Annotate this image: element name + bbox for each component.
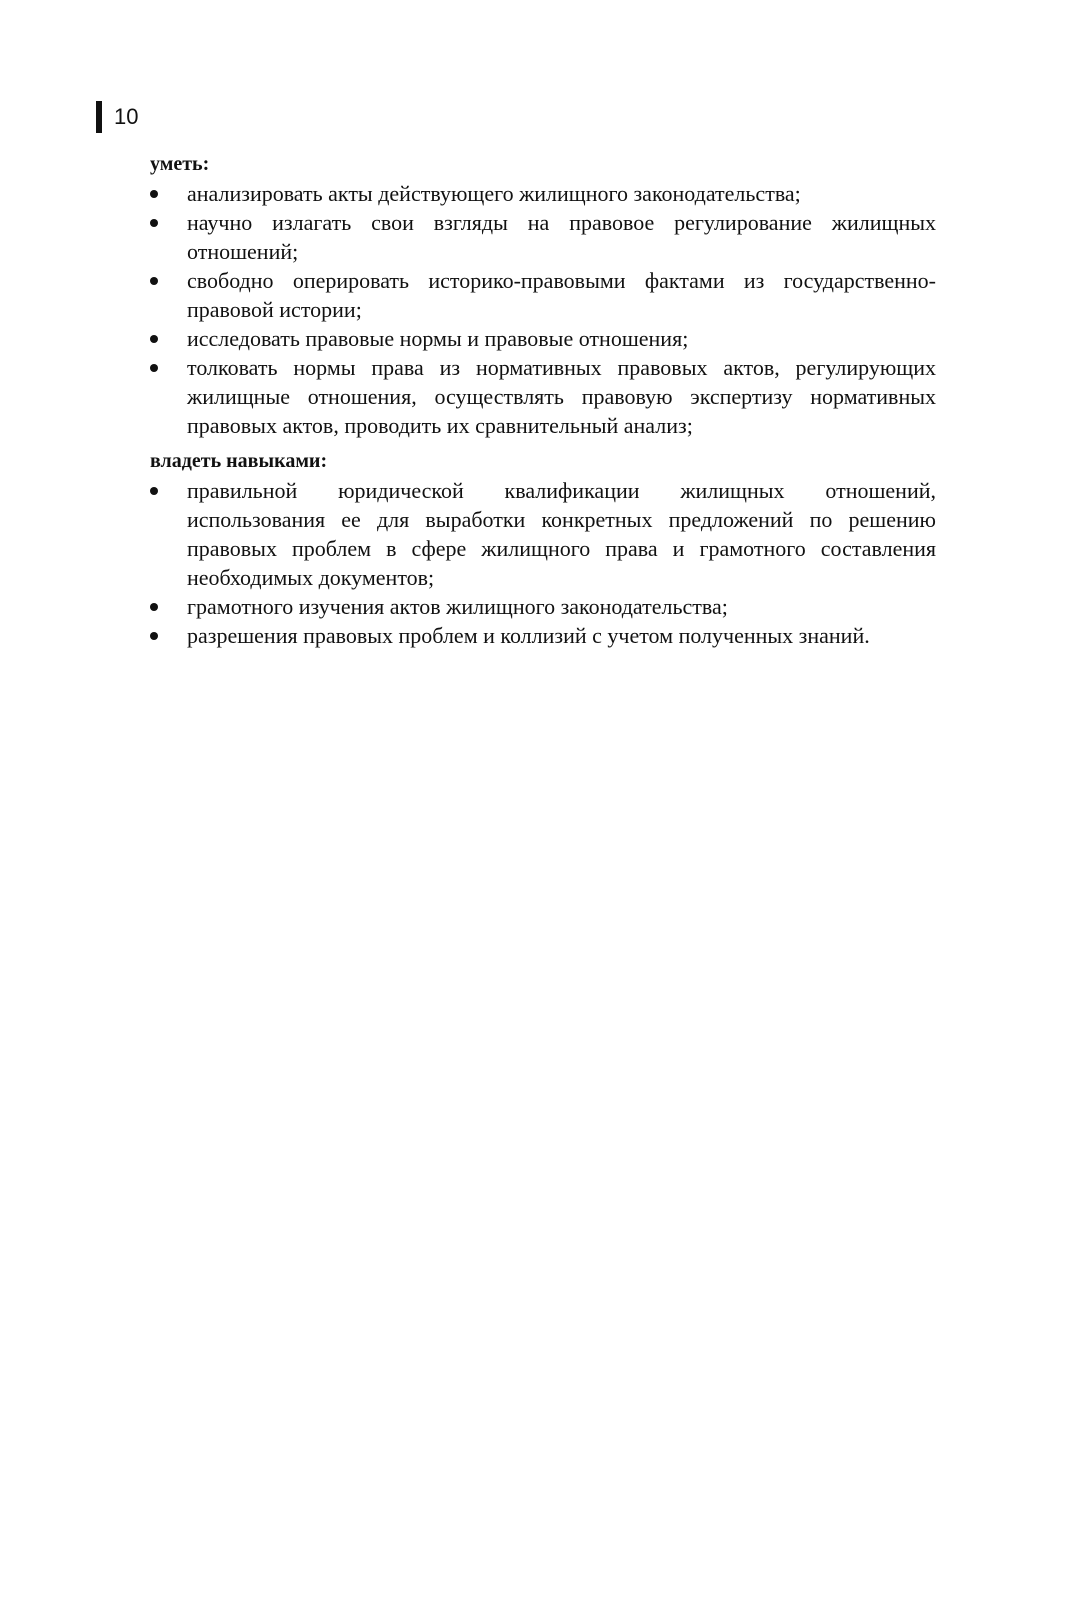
bullet-icon [150, 277, 158, 285]
section-heading-skills: уметь: [150, 153, 210, 175]
list-item-text: свободно оперировать историко-правовыми фактами из государственно-правовой истории; [187, 268, 936, 322]
proficiency-list [150, 476, 936, 650]
list-item [150, 592, 936, 621]
bullet-icon [150, 632, 158, 640]
list-item [150, 208, 936, 266]
page-number: 10 [114, 104, 139, 129]
page-header [96, 100, 138, 134]
list-item-text: грамотного изучения актов жилищного законодательства; [187, 594, 728, 619]
list-item [150, 179, 936, 208]
list-item-text: правильной юридической квалификации жилищных отношений, использования ее для выработки конкретных предложений по решению правовых проблем в сфере жилищного права и грамотного составления необходимых документов; [187, 478, 936, 590]
bullet-icon [150, 190, 158, 198]
list-item-text: научно излагать свои взгляды на правовое регулирование жилищных отношений; [187, 210, 936, 264]
bullet-icon [150, 219, 158, 227]
bullet-icon [150, 487, 158, 495]
list-item-text: толковать нормы права из нормативных правовых актов, регулирующих жилищные отношения, осуществлять правовую экспертизу нормативных правовых актов, проводить их сравнительный анализ; [187, 355, 936, 438]
list-item [150, 476, 936, 592]
list-item [150, 353, 936, 440]
section-heading-proficiency: владеть навыками: [150, 450, 328, 472]
bullet-icon [150, 335, 158, 343]
list-item [150, 266, 936, 324]
list-item-text: исследовать правовые нормы и правовые отношения; [187, 326, 689, 351]
list-item-text: разрешения правовых проблем и коллизий с учетом полученных знаний. [187, 623, 870, 648]
header-bar [96, 101, 102, 133]
list-item-text: анализировать акты действующего жилищного законодательства; [187, 181, 801, 206]
bullet-icon [150, 603, 158, 611]
bullet-icon [150, 364, 158, 372]
skills-list [150, 179, 936, 440]
list-item [150, 621, 936, 650]
list-item [150, 324, 936, 353]
page-body [150, 150, 936, 650]
